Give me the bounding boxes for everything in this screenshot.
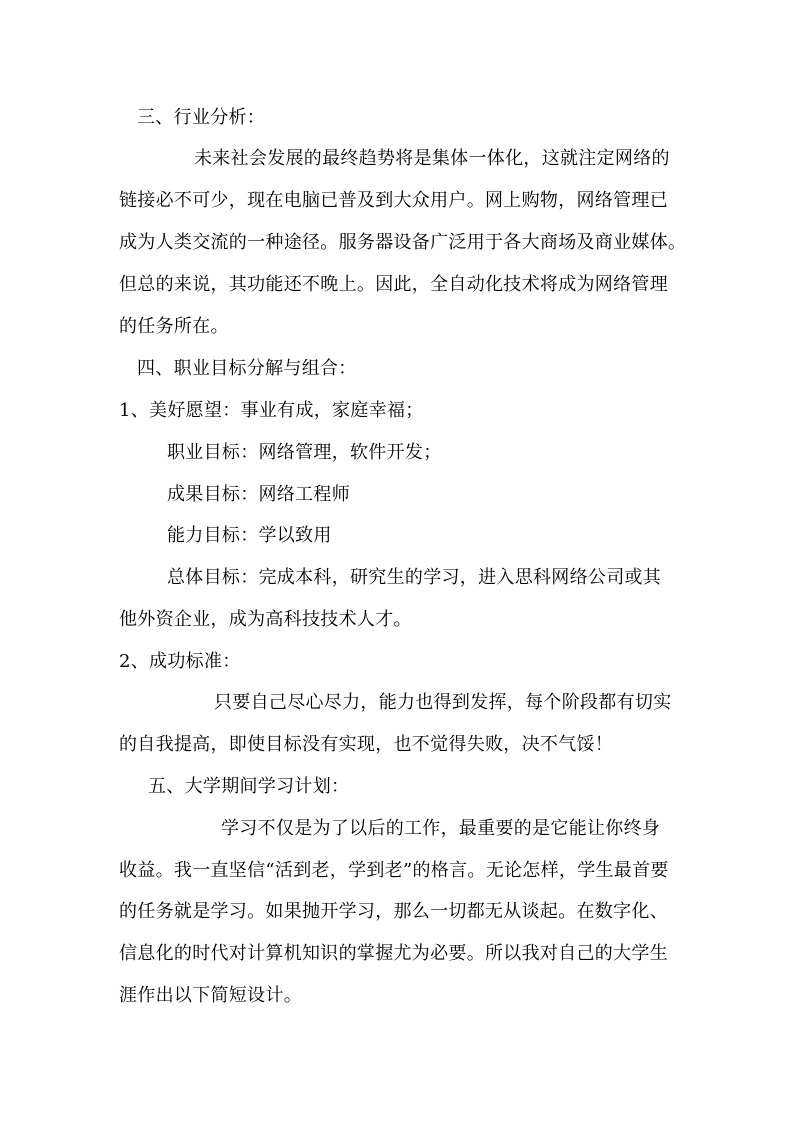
paragraph-line: 的任务所在。 [119,316,229,337]
success-criteria-line: 只要自己尽心尽力，能力也得到发挥，每个阶段都有切实 [214,692,672,713]
section-heading-study-plan: 五、大学期间学习计划： [148,776,350,797]
section-heading-career-goals: 四、职业目标分解与组合： [137,358,357,379]
paragraph-line: 信息化的时代对计算机知识的掌握尤为必要。所以我对自己的大学生 [119,943,668,964]
paragraph-line: 的任务就是学习。如果抛开学习，那么一切都无从谈起。在数字化、 [119,901,668,922]
paragraph-line: 链接必不可少，现在电脑已普及到大众用户。网上购物，网络管理已 [119,190,668,211]
paragraph-line: 收益。我一直坚信“活到老，学到老”的格言。无论怎样，学生最首要 [119,860,669,881]
paragraph-line: 但总的来说，其功能还不晚上。因此，全自动化技术将成为网络管理 [119,274,668,295]
paragraph-line: 未来社会发展的最终趋势将是集体一体化，这就注定网络的 [194,148,670,169]
result-goal-line: 成果目标：网络工程师 [167,484,350,505]
section-heading-industry-analysis: 三、行业分析： [137,107,266,128]
list-item-wish: 1、美好愿望：事业有成，家庭幸福； [119,400,424,421]
ability-goal-line: 能力目标：学以致用 [167,525,332,546]
overall-goal-line: 总体目标：完成本科，研究生的学习，进入思科网络公司或其 [167,567,662,588]
paragraph-line: 学习不仅是为了以后的工作，最重要的是它能让你终身 [221,818,661,839]
success-criteria-line: 的自我提高，即使目标没有实现，也不觉得失败，决不气馁！ [119,734,614,755]
overall-goal-line: 他外资企业，成为高科技技术人才。 [119,609,412,630]
paragraph-line: 成为人类交流的一种途径。服务器设备广泛用于各大商场及商业媒体。 [119,232,687,253]
paragraph-line: 涯作出以下简短设计。 [119,985,302,1006]
list-item-success-criteria: 2、成功标准： [119,651,241,672]
career-goal-line: 职业目标：网络管理，软件开发； [167,442,442,463]
